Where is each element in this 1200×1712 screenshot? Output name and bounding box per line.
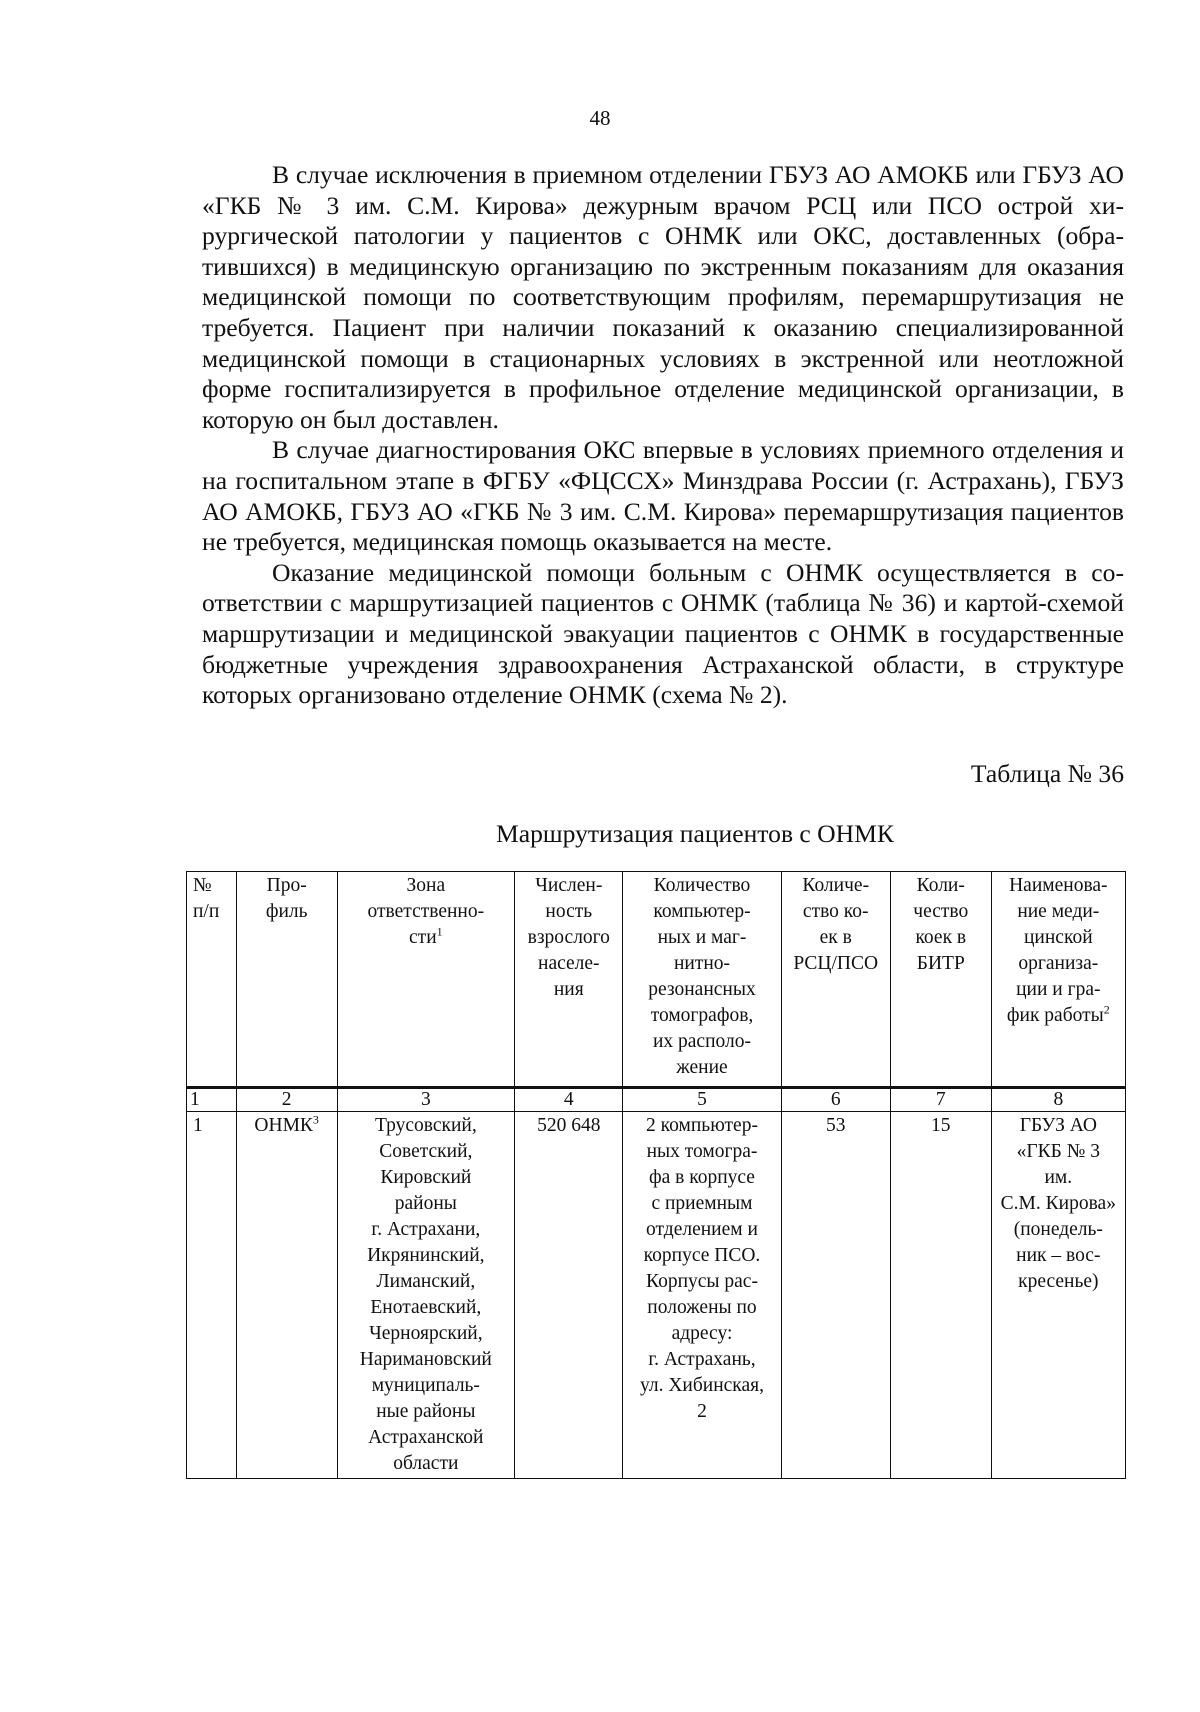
cell-beds-bitr: 15 bbox=[890, 1112, 991, 1479]
cell-line: г. Астрахани, bbox=[371, 1219, 481, 1240]
cell-line: населе- bbox=[538, 953, 600, 974]
cell-line: С.М. Кирова» bbox=[1000, 1193, 1116, 1214]
header-cell-organization bbox=[991, 872, 1125, 1088]
table-header-row bbox=[187, 872, 1126, 1088]
cell-population: 520 648 bbox=[515, 1112, 623, 1479]
cell-line: Енотаевский, bbox=[370, 1297, 482, 1318]
cell-line: жение bbox=[676, 1057, 728, 1078]
cell-line: компьютер- bbox=[653, 901, 751, 922]
cell-line: РСЦ/ПСО bbox=[793, 953, 879, 974]
header-cell-number bbox=[187, 872, 237, 1088]
cell-profile-text: ОНМК bbox=[254, 1115, 313, 1136]
column-number-cell: 3 bbox=[337, 1088, 515, 1112]
cell-line: Лиманский, bbox=[376, 1271, 476, 1292]
cell-line: им. bbox=[1044, 1167, 1073, 1188]
cell-line: чество bbox=[913, 901, 969, 922]
column-number-cell: 8 bbox=[991, 1088, 1125, 1112]
table-column-number-row bbox=[187, 1088, 1126, 1112]
column-number-cell: 1 bbox=[187, 1088, 237, 1112]
cell-line: п/п bbox=[193, 901, 220, 922]
column-number-cell: 6 bbox=[781, 1088, 890, 1112]
cell-zone bbox=[337, 1112, 515, 1479]
cell-line: (понедель- bbox=[1013, 1219, 1103, 1240]
cell-line: «ГКБ № 3 bbox=[1016, 1141, 1100, 1162]
cell-line: ных и маг- bbox=[657, 927, 747, 948]
cell-line: области bbox=[393, 1453, 459, 1474]
cell-line: корпусе ПСО. bbox=[643, 1245, 761, 1266]
cell-line: кресенье) bbox=[1018, 1271, 1099, 1292]
cell-line: ул. Хибинская, bbox=[639, 1375, 764, 1396]
cell-line: ния bbox=[553, 979, 584, 1000]
cell-beds-rsc: 53 bbox=[781, 1112, 890, 1479]
paragraph-2: В случае диагностирования ОКС впервые в условиях приемного отделения и на госпитальном этапе в ФГБУ «ФЦССХ» Минздрава России (г. Астрахань), ГБУЗ АО АМОКБ, ГБУЗ АО «ГКБ № 3 им. С.М. Кирова» перемаршрутизация пациентов не требуется, медицинская помощь оказывается на месте. bbox=[202, 435, 1124, 557]
cell-line: фа в корпусе bbox=[649, 1167, 755, 1188]
header-cell-beds-bitr bbox=[890, 872, 991, 1088]
paragraph-1: В случае исключения в приемном отделении ГБУЗ АО АМОКБ или ГБУЗ АО «ГКБ № 3 им. С.М. Кирова» дежурным врачом РСЦ или ПСО острой хирургической патологии у пациентов с ОНМК или ОКС, доставленных (обратившихся) в медицинскую организацию по экстренным показаниям для оказания медицинской помощи по соответствующим профилям, перемаршрутизация не требуется. Пациент при наличии показаний к оказанию специализированной медицинской помощи в стационарных условиях в экстренной или неотложной форме госпитализируется в профильное отделение медицинской организации, в которую он был доставлен. bbox=[202, 160, 1124, 434]
cell-line: фик работы$^2$ bbox=[1006, 1002, 1110, 1026]
cell-line: Наримановский bbox=[359, 1349, 492, 1370]
cell-line: ответственно- bbox=[367, 901, 485, 922]
cell-line: резонансных bbox=[648, 979, 756, 1000]
cell-line: Корпусы рас- bbox=[646, 1271, 758, 1292]
cell-line: положены по bbox=[647, 1297, 757, 1318]
table-title: Маршрутизация пациентов с ОНМК bbox=[496, 819, 894, 848]
cell-line: ных томогра- bbox=[646, 1141, 758, 1162]
footnote-mark: 1 bbox=[436, 924, 443, 939]
cell-line: Советский, bbox=[379, 1141, 473, 1162]
cell-line: ность bbox=[545, 901, 593, 922]
cell-line: взрослого bbox=[527, 927, 610, 948]
header-cell-population bbox=[515, 872, 623, 1088]
cell-line: их располо- bbox=[652, 1031, 751, 1052]
cell-line: адресу: bbox=[671, 1323, 733, 1344]
cell-line: БИТР bbox=[916, 953, 965, 974]
cell-line: ние меди- bbox=[1017, 901, 1100, 922]
cell-line: ек в bbox=[819, 927, 852, 948]
header-cell-profile bbox=[236, 872, 337, 1088]
column-number-cell: 7 bbox=[890, 1088, 991, 1112]
cell-line: томографов, bbox=[650, 1005, 754, 1026]
cell-line: Кировский bbox=[380, 1167, 472, 1188]
column-number-cell: 2 bbox=[236, 1088, 337, 1112]
table-row bbox=[187, 1112, 1126, 1479]
column-number-cell: 4 bbox=[515, 1088, 623, 1112]
cell-line: ции и гра- bbox=[1016, 979, 1101, 1000]
cell-line: районы bbox=[394, 1193, 457, 1214]
cell-line: 2 компьютер- bbox=[646, 1115, 758, 1136]
cell-line: Зона bbox=[406, 875, 446, 896]
cell-line: ные районы bbox=[376, 1401, 476, 1422]
cell-line: ГБУЗ АО bbox=[1019, 1115, 1097, 1136]
header-cell-beds-rsc bbox=[781, 872, 890, 1088]
cell-line: сти$^1$ bbox=[409, 924, 443, 948]
cell-line: Икрянинский, bbox=[367, 1245, 485, 1266]
cell-number: 1 bbox=[187, 1112, 237, 1479]
header-cell-zone bbox=[337, 872, 515, 1088]
cell-line: ник – вос- bbox=[1016, 1245, 1101, 1266]
table-label: Таблица № 36 bbox=[970, 759, 1124, 788]
cell-line: Коли- bbox=[916, 875, 965, 896]
paragraph-3: Оказание медицинской помощи больным с ОНМК осуществляется в соответствии с маршрутизацией пациентов с ОНМК (таблица № 36) и картой-схемой маршрутизации и медицинской эвакуации пациентов с ОНМК в государственные бюджетные учреждения здравоохранения Астраханской области, в структуре которых организовано отделение ОНМК (схема № 2). bbox=[202, 557, 1124, 710]
cell-tomographs bbox=[623, 1112, 781, 1479]
cell-line: организа- bbox=[1018, 953, 1099, 974]
cell-line: Наименова- bbox=[1009, 875, 1108, 896]
cell-line: Про- bbox=[266, 875, 307, 896]
cell-line: Количе- bbox=[802, 875, 870, 896]
page-number: 48 bbox=[589, 106, 611, 130]
footnote-mark: 2 bbox=[1103, 1002, 1110, 1017]
header-cell-tomographs bbox=[623, 872, 781, 1088]
cell-line: нитно- bbox=[673, 953, 731, 974]
cell-line: Астраханской bbox=[368, 1427, 484, 1448]
cell-line: Количество bbox=[653, 875, 751, 896]
cell-line: филь bbox=[265, 901, 308, 922]
cell-line: Черноярский, bbox=[369, 1323, 483, 1344]
body-text bbox=[202, 160, 1124, 711]
cell-profile bbox=[236, 1112, 337, 1479]
column-number-cell: 5 bbox=[623, 1088, 781, 1112]
cell-line: отделением и bbox=[646, 1219, 758, 1240]
footnote-mark: 3 bbox=[312, 1112, 319, 1127]
cell-line: с приемным bbox=[651, 1193, 753, 1214]
cell-line: Трусовский, bbox=[374, 1115, 477, 1136]
cell-line: ство ко- bbox=[802, 901, 869, 922]
cell-line: г. Астрахань, bbox=[648, 1349, 756, 1370]
cell-organization bbox=[991, 1112, 1125, 1479]
cell-line: коек в bbox=[915, 927, 967, 948]
cell-line: цинской bbox=[1024, 927, 1093, 948]
routing-table bbox=[186, 871, 1126, 1479]
cell-line: Числен- bbox=[535, 875, 603, 896]
cell-line: муниципаль- bbox=[371, 1375, 480, 1396]
cell-line: 2 bbox=[697, 1401, 707, 1422]
cell-line: № bbox=[193, 875, 212, 896]
